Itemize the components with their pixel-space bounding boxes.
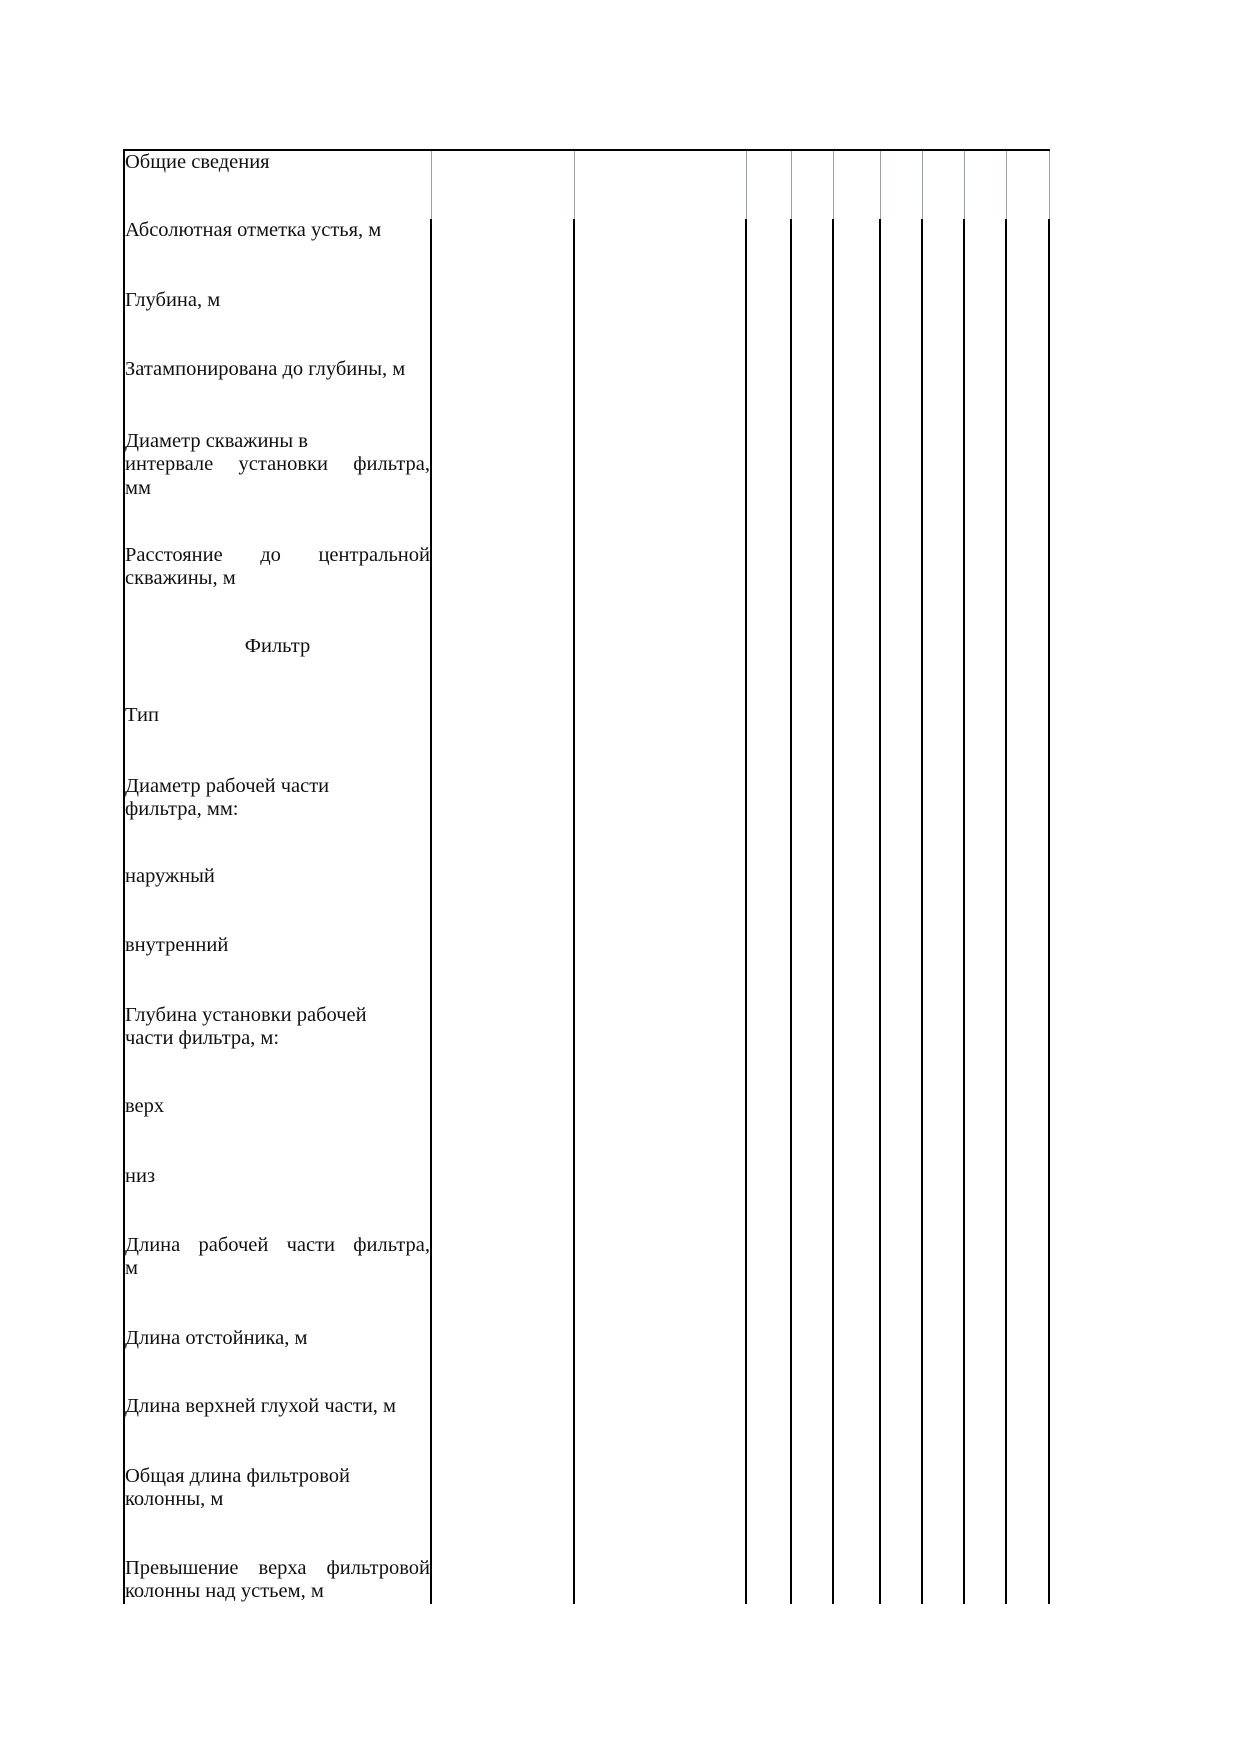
empty-value-cell — [880, 544, 922, 635]
empty-value-cell — [791, 289, 833, 358]
empty-value-cell — [746, 775, 791, 865]
row-label — [124, 1165, 431, 1234]
empty-value-cell — [431, 289, 574, 358]
empty-value-cell — [922, 219, 964, 289]
empty-value-cell — [964, 289, 1006, 358]
empty-value-cell — [431, 358, 574, 430]
empty-value-cell — [431, 865, 574, 934]
empty-value-cell — [922, 544, 964, 635]
row-label-text: Длина верхней глухой части, м — [125, 1395, 397, 1417]
empty-value-cell — [964, 358, 1006, 430]
empty-value-cell — [880, 219, 922, 289]
row-label — [124, 358, 431, 430]
empty-value-cell — [833, 865, 880, 934]
row-label-text: Затампонирована до глубины, м — [125, 358, 406, 380]
empty-value-cell — [746, 865, 791, 934]
row-label-text: Длина отстойника, м — [125, 1327, 308, 1349]
empty-value-cell — [833, 775, 880, 865]
empty-value-cell — [922, 289, 964, 358]
empty-value-cell — [922, 775, 964, 865]
empty-value-cell — [791, 1165, 833, 1234]
well-filter-data-table — [123, 149, 1050, 1604]
empty-value-cell — [574, 704, 746, 775]
empty-value-cell — [964, 1465, 1006, 1557]
empty-value-cell — [574, 934, 746, 1004]
empty-value-cell — [922, 1004, 964, 1095]
empty-value-cell — [431, 1165, 574, 1234]
empty-value-cell — [431, 430, 574, 544]
row-label-text: верх — [125, 1095, 165, 1117]
table-row-distance-to-central-well — [124, 544, 1049, 635]
empty-value-cell — [833, 1234, 880, 1327]
section-label-text: Фильтр — [244, 635, 311, 657]
empty-value-cell — [964, 1327, 1006, 1395]
row-label — [124, 1327, 431, 1395]
empty-value-cell — [431, 934, 574, 1004]
table-row-bottom — [124, 1165, 1049, 1234]
empty-value-cell — [746, 1165, 791, 1234]
empty-value-cell — [922, 1465, 964, 1557]
row-label-text: Общая длина фильтровой — [125, 1465, 351, 1487]
empty-value-cell — [746, 544, 791, 635]
empty-value-cell — [922, 1327, 964, 1395]
empty-value-cell — [964, 1395, 1006, 1465]
row-label-text: Глубина, м — [125, 289, 221, 311]
row-label — [124, 704, 431, 775]
empty-value-cell — [746, 704, 791, 775]
row-label-text: низ — [125, 1165, 156, 1187]
empty-value-cell — [880, 865, 922, 934]
empty-value-cell — [574, 775, 746, 865]
table-row-filter-working-diameter — [124, 775, 1049, 865]
empty-value-cell — [833, 150, 880, 219]
empty-value-cell — [964, 1234, 1006, 1327]
empty-value-cell — [1006, 775, 1049, 865]
table-row-general-info — [124, 150, 1049, 219]
empty-value-cell — [833, 635, 880, 704]
empty-value-cell — [922, 430, 964, 544]
empty-value-cell — [431, 1465, 574, 1557]
empty-value-cell — [964, 150, 1006, 219]
empty-value-cell — [922, 1095, 964, 1165]
row-label-text: Превышение верха фильтровой — [125, 1557, 430, 1579]
empty-value-cell — [574, 635, 746, 704]
empty-value-cell — [791, 934, 833, 1004]
table-row-wellhead-elevation — [124, 219, 1049, 289]
empty-value-cell — [791, 635, 833, 704]
empty-value-cell — [833, 1095, 880, 1165]
empty-value-cell — [1006, 289, 1049, 358]
empty-value-cell — [574, 150, 746, 219]
row-label-text: Абсолютная отметка устья, м — [125, 219, 382, 241]
row-label-text: Длина рабочей части фильтра, — [125, 1234, 430, 1256]
row-label — [124, 775, 431, 865]
empty-value-cell — [791, 775, 833, 865]
row-label-text: м — [125, 1257, 138, 1280]
empty-value-cell — [791, 1395, 833, 1465]
empty-value-cell — [964, 934, 1006, 1004]
empty-value-cell — [1006, 1165, 1049, 1234]
empty-value-cell — [1006, 1557, 1049, 1604]
row-label — [124, 289, 431, 358]
empty-value-cell — [791, 1557, 833, 1604]
empty-value-cell — [746, 150, 791, 219]
empty-value-cell — [880, 704, 922, 775]
empty-value-cell — [746, 1327, 791, 1395]
empty-value-cell — [431, 1395, 574, 1465]
empty-value-cell — [880, 1395, 922, 1465]
empty-value-cell — [746, 430, 791, 544]
row-label — [124, 1557, 431, 1604]
empty-value-cell — [1006, 635, 1049, 704]
empty-value-cell — [1006, 704, 1049, 775]
empty-value-cell — [833, 544, 880, 635]
row-label-text: колонны, м — [125, 1488, 224, 1511]
empty-value-cell — [964, 635, 1006, 704]
empty-value-cell — [964, 219, 1006, 289]
table-row-sump-length — [124, 1327, 1049, 1395]
empty-value-cell — [880, 1557, 922, 1604]
empty-value-cell — [1006, 1465, 1049, 1557]
row-label — [124, 1004, 431, 1095]
empty-value-cell — [880, 635, 922, 704]
row-label-text: части фильтра, м: — [125, 1027, 280, 1050]
table-row-depth — [124, 289, 1049, 358]
table-row-installation-depth — [124, 1004, 1049, 1095]
table-row-plugged-to-depth — [124, 358, 1049, 430]
row-label — [124, 1234, 431, 1327]
empty-value-cell — [922, 1557, 964, 1604]
row-label — [124, 934, 431, 1004]
empty-value-cell — [833, 1465, 880, 1557]
empty-value-cell — [964, 865, 1006, 934]
empty-value-cell — [922, 865, 964, 934]
empty-value-cell — [833, 358, 880, 430]
row-label-text: внутренний — [125, 934, 229, 956]
empty-value-cell — [1006, 430, 1049, 544]
table-row-inner — [124, 934, 1049, 1004]
empty-value-cell — [1006, 1327, 1049, 1395]
row-label — [124, 1395, 431, 1465]
empty-value-cell — [574, 865, 746, 934]
empty-value-cell — [746, 358, 791, 430]
empty-value-cell — [833, 1165, 880, 1234]
empty-value-cell — [1006, 358, 1049, 430]
row-label-text: интервале установки фильтра, — [125, 453, 430, 476]
empty-value-cell — [574, 358, 746, 430]
row-label-text: Общие сведения — [125, 151, 270, 173]
empty-value-cell — [431, 1234, 574, 1327]
empty-value-cell — [791, 1234, 833, 1327]
empty-value-cell — [791, 865, 833, 934]
empty-value-cell — [574, 1165, 746, 1234]
empty-value-cell — [1006, 544, 1049, 635]
table-row-well-diameter — [124, 430, 1049, 544]
empty-value-cell — [880, 1465, 922, 1557]
empty-value-cell — [574, 1095, 746, 1165]
empty-value-cell — [1006, 219, 1049, 289]
empty-value-cell — [791, 1465, 833, 1557]
empty-value-cell — [964, 430, 1006, 544]
empty-value-cell — [880, 289, 922, 358]
empty-value-cell — [574, 544, 746, 635]
empty-value-cell — [791, 1004, 833, 1095]
empty-value-cell — [1006, 1234, 1049, 1327]
empty-value-cell — [964, 1095, 1006, 1165]
empty-value-cell — [746, 1557, 791, 1604]
empty-value-cell — [880, 934, 922, 1004]
row-label-text: Диаметр скважины в — [125, 430, 308, 452]
empty-value-cell — [746, 1004, 791, 1095]
empty-value-cell — [833, 219, 880, 289]
empty-value-cell — [833, 1327, 880, 1395]
empty-value-cell — [574, 1004, 746, 1095]
empty-value-cell — [574, 430, 746, 544]
empty-value-cell — [833, 289, 880, 358]
empty-value-cell — [431, 1095, 574, 1165]
empty-value-cell — [431, 1557, 574, 1604]
row-label-text: наружный — [125, 865, 215, 887]
empty-value-cell — [791, 358, 833, 430]
empty-value-cell — [431, 544, 574, 635]
empty-value-cell — [880, 358, 922, 430]
empty-value-cell — [791, 219, 833, 289]
table-body — [124, 150, 1049, 1604]
empty-value-cell — [574, 1395, 746, 1465]
row-label — [124, 150, 431, 219]
empty-value-cell — [431, 219, 574, 289]
empty-value-cell — [431, 150, 574, 219]
empty-value-cell — [922, 1395, 964, 1465]
empty-value-cell — [791, 1327, 833, 1395]
empty-value-cell — [1006, 150, 1049, 219]
empty-value-cell — [1006, 1395, 1049, 1465]
row-label — [124, 865, 431, 934]
empty-value-cell — [431, 1327, 574, 1395]
empty-value-cell — [746, 635, 791, 704]
table-row-type — [124, 704, 1049, 775]
empty-value-cell — [833, 1557, 880, 1604]
empty-value-cell — [922, 1165, 964, 1234]
empty-value-cell — [574, 1234, 746, 1327]
table-row-total-filter-column-length — [124, 1465, 1049, 1557]
empty-value-cell — [922, 1234, 964, 1327]
empty-value-cell — [746, 219, 791, 289]
empty-value-cell — [833, 430, 880, 544]
row-label — [124, 544, 431, 635]
empty-value-cell — [922, 635, 964, 704]
table-row-filter-column-top-above-wellhead — [124, 1557, 1049, 1604]
row-label-text: Тип — [125, 704, 159, 726]
row-label-text: Диаметр рабочей части — [125, 775, 330, 797]
empty-value-cell — [833, 1004, 880, 1095]
empty-value-cell — [1006, 865, 1049, 934]
empty-value-cell — [1006, 1004, 1049, 1095]
empty-value-cell — [964, 1004, 1006, 1095]
empty-value-cell — [1006, 1095, 1049, 1165]
empty-value-cell — [1006, 934, 1049, 1004]
empty-value-cell — [964, 544, 1006, 635]
empty-value-cell — [880, 775, 922, 865]
empty-value-cell — [431, 775, 574, 865]
empty-value-cell — [964, 704, 1006, 775]
table-row-top — [124, 1095, 1049, 1165]
empty-value-cell — [922, 150, 964, 219]
empty-value-cell — [922, 934, 964, 1004]
empty-value-cell — [880, 1234, 922, 1327]
empty-value-cell — [791, 544, 833, 635]
empty-value-cell — [746, 934, 791, 1004]
table-row-upper-blind-part-length — [124, 1395, 1049, 1465]
empty-value-cell — [791, 1095, 833, 1165]
empty-value-cell — [431, 704, 574, 775]
empty-value-cell — [574, 1465, 746, 1557]
empty-value-cell — [880, 1004, 922, 1095]
empty-value-cell — [791, 430, 833, 544]
section-label — [124, 635, 431, 704]
row-label-text: скважины, м — [125, 567, 236, 590]
row-label-text: Расстояние до центральной — [125, 544, 430, 566]
table-row-filter-section-header — [124, 635, 1049, 704]
empty-value-cell — [746, 1395, 791, 1465]
table-row-outer — [124, 865, 1049, 934]
empty-value-cell — [574, 289, 746, 358]
empty-value-cell — [791, 704, 833, 775]
empty-value-cell — [964, 1557, 1006, 1604]
row-label — [124, 219, 431, 289]
empty-value-cell — [964, 1165, 1006, 1234]
empty-value-cell — [746, 1465, 791, 1557]
empty-value-cell — [880, 150, 922, 219]
empty-value-cell — [833, 934, 880, 1004]
row-label — [124, 1095, 431, 1165]
row-label-text: фильтра, мм: — [125, 798, 239, 821]
empty-value-cell — [574, 1327, 746, 1395]
empty-value-cell — [791, 150, 833, 219]
empty-value-cell — [574, 1557, 746, 1604]
row-label — [124, 430, 431, 544]
row-label-text: колонны над устьем, м — [125, 1580, 324, 1603]
empty-value-cell — [880, 430, 922, 544]
empty-value-cell — [880, 1165, 922, 1234]
empty-value-cell — [746, 1234, 791, 1327]
empty-value-cell — [431, 1004, 574, 1095]
table-row-working-part-length — [124, 1234, 1049, 1327]
empty-value-cell — [964, 775, 1006, 865]
empty-value-cell — [922, 704, 964, 775]
empty-value-cell — [746, 1095, 791, 1165]
empty-value-cell — [833, 1395, 880, 1465]
empty-value-cell — [833, 704, 880, 775]
row-label — [124, 1465, 431, 1557]
empty-value-cell — [922, 358, 964, 430]
empty-value-cell — [574, 219, 746, 289]
row-label-text: мм — [125, 476, 151, 499]
empty-value-cell — [880, 1095, 922, 1165]
row-label-text: Глубина установки рабочей — [125, 1004, 367, 1026]
empty-value-cell — [431, 635, 574, 704]
empty-value-cell — [746, 289, 791, 358]
empty-value-cell — [880, 1327, 922, 1395]
